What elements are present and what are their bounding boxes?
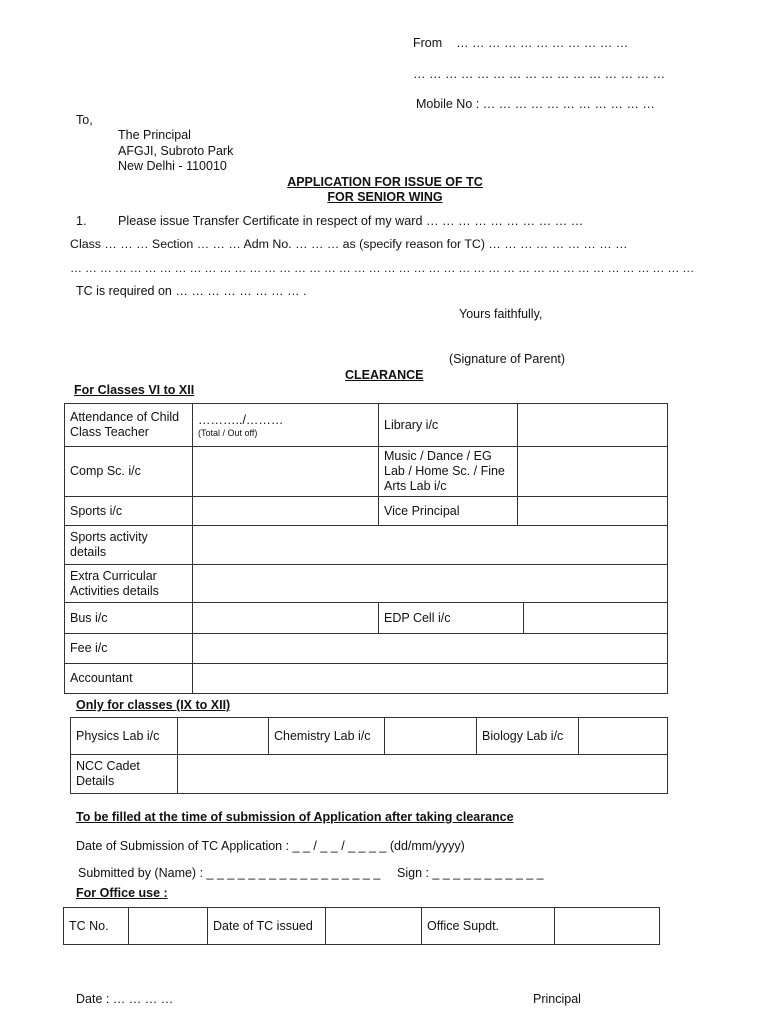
recipient-line-1: The Principal — [118, 128, 191, 142]
table-row — [64, 908, 660, 945]
vice-principal-label: Vice Principal — [379, 497, 518, 526]
fee-label: Fee i/c — [65, 634, 193, 664]
office-supdt-label: Office Supdt. — [422, 908, 555, 945]
clearance-heading: CLEARANCE — [345, 368, 424, 382]
physics-label: Physics Lab i/c — [71, 718, 178, 755]
extra-curricular-label: Extra Curricular Activities details — [65, 565, 193, 603]
footer-date-field[interactable]: Date : … … … … — [76, 992, 174, 1006]
from-label: From — [413, 36, 443, 50]
sports-label: Sports i/c — [65, 497, 193, 526]
tc-no-label: TC No. — [64, 908, 129, 945]
recipient-line-2: AFGJI, Subroto Park — [118, 144, 234, 158]
chemistry-sign-cell[interactable] — [385, 718, 477, 755]
extra-curricular-cell[interactable] — [193, 565, 668, 603]
clearance-subheading: For Classes VI to XII — [74, 383, 195, 397]
paragraph-line-1[interactable]: Please issue Transfer Certificate in respect of my ward … … … … … … … … … … — [118, 214, 584, 228]
office-supdt-cell[interactable] — [555, 908, 660, 945]
paragraph-line-4[interactable]: TC is required on … … … … … … … … . — [76, 284, 307, 298]
table-row — [65, 526, 668, 565]
edp-sign-cell[interactable] — [524, 603, 668, 634]
to-label: To, — [76, 113, 93, 127]
submission-date-field[interactable]: Date of Submission of TC Application : _ _ / _ _ / _ _ _ _ (dd/mm/yyyy) — [76, 839, 465, 853]
attendance-hint: (Total / Out off) — [198, 427, 258, 438]
clearance-table — [64, 403, 668, 694]
library-label: Library i/c — [379, 404, 518, 447]
principal-label: Principal — [533, 992, 581, 1006]
edp-label: EDP Cell i/c — [379, 603, 524, 634]
sports-activity-label: Sports activity details — [65, 526, 193, 565]
physics-sign-cell[interactable] — [178, 718, 269, 755]
page-title: APPLICATION FOR ISSUE OF TC — [287, 175, 483, 189]
music-label: Music / Dance / EG Lab / Home Sc. / Fine Arts Lab i/c — [379, 447, 518, 497]
labs-table — [70, 717, 668, 794]
ncc-label: NCC Cadet Details — [71, 755, 178, 794]
mobile-field[interactable]: Mobile No : … … … … … … … … … … … — [416, 97, 655, 111]
table-row — [65, 565, 668, 603]
bus-label: Bus i/c — [65, 603, 193, 634]
paragraph-line-3[interactable]: … … … … … … … … … … … … … … … … … … … … … … … … … … … … … … … … … … … … … … … … … … — [70, 261, 695, 275]
table-row — [65, 497, 668, 526]
biology-sign-cell[interactable] — [579, 718, 668, 755]
paragraph-line-2[interactable]: Class … … … Section … … … Adm No. … … … as (specify reason for TC) … … … … … … … … … — [70, 237, 628, 251]
submission-heading: To be filled at the time of submission of Application after taking clearance — [76, 810, 514, 824]
music-sign-cell[interactable] — [518, 447, 668, 497]
table-row — [65, 404, 668, 447]
attendance-label: Attendance of Child Class Teacher — [65, 404, 193, 447]
table-row — [71, 755, 668, 794]
comp-sc-label: Comp Sc. i/c — [65, 447, 193, 497]
labs-heading: Only for classes (IX to XII) — [76, 698, 231, 712]
biology-label: Biology Lab i/c — [477, 718, 579, 755]
table-row — [71, 718, 668, 755]
sign-field[interactable]: Sign : _ _ _ _ _ _ _ _ _ _ _ — [397, 866, 544, 880]
from-dots[interactable]: … … … … … … … … … … … — [456, 36, 629, 50]
library-sign-cell[interactable] — [518, 404, 668, 447]
from-line — [413, 36, 628, 50]
recipient-line-3: New Delhi - 110010 — [118, 159, 227, 173]
bus-sign-cell[interactable] — [193, 603, 379, 634]
table-row — [65, 634, 668, 664]
parent-signature-label: (Signature of Parent) — [449, 352, 566, 366]
ncc-cell[interactable] — [178, 755, 668, 794]
paragraph-number: 1. — [76, 214, 87, 228]
accountant-cell[interactable] — [193, 664, 668, 694]
table-row — [65, 603, 668, 634]
office-heading: For Office use : — [76, 886, 168, 900]
accountant-label: Accountant — [65, 664, 193, 694]
office-table — [63, 907, 660, 945]
date-issued-label: Date of TC issued — [208, 908, 326, 945]
vice-principal-sign-cell[interactable] — [518, 497, 668, 526]
sports-activity-cell[interactable] — [193, 526, 668, 565]
tc-no-cell[interactable] — [129, 908, 208, 945]
submitted-by-field[interactable]: Submitted by (Name) : _ _ _ _ _ _ _ _ _ _ _ _ _ _ _ _ _ — [78, 866, 381, 880]
sports-sign-cell[interactable] — [193, 497, 379, 526]
closing-text: Yours faithfully, — [459, 307, 543, 321]
fee-cell[interactable] — [193, 634, 668, 664]
table-row — [65, 664, 668, 694]
attendance-cell[interactable] — [193, 404, 379, 447]
date-issued-cell[interactable] — [326, 908, 422, 945]
page-subtitle: FOR SENIOR WING — [327, 190, 443, 204]
address-dots[interactable]: … … … … … … … … … … … … … … … … — [413, 67, 666, 81]
attendance-value: ………../……… — [198, 412, 284, 427]
table-row — [65, 447, 668, 497]
chemistry-label: Chemistry Lab i/c — [269, 718, 385, 755]
comp-sc-sign-cell[interactable] — [193, 447, 379, 497]
